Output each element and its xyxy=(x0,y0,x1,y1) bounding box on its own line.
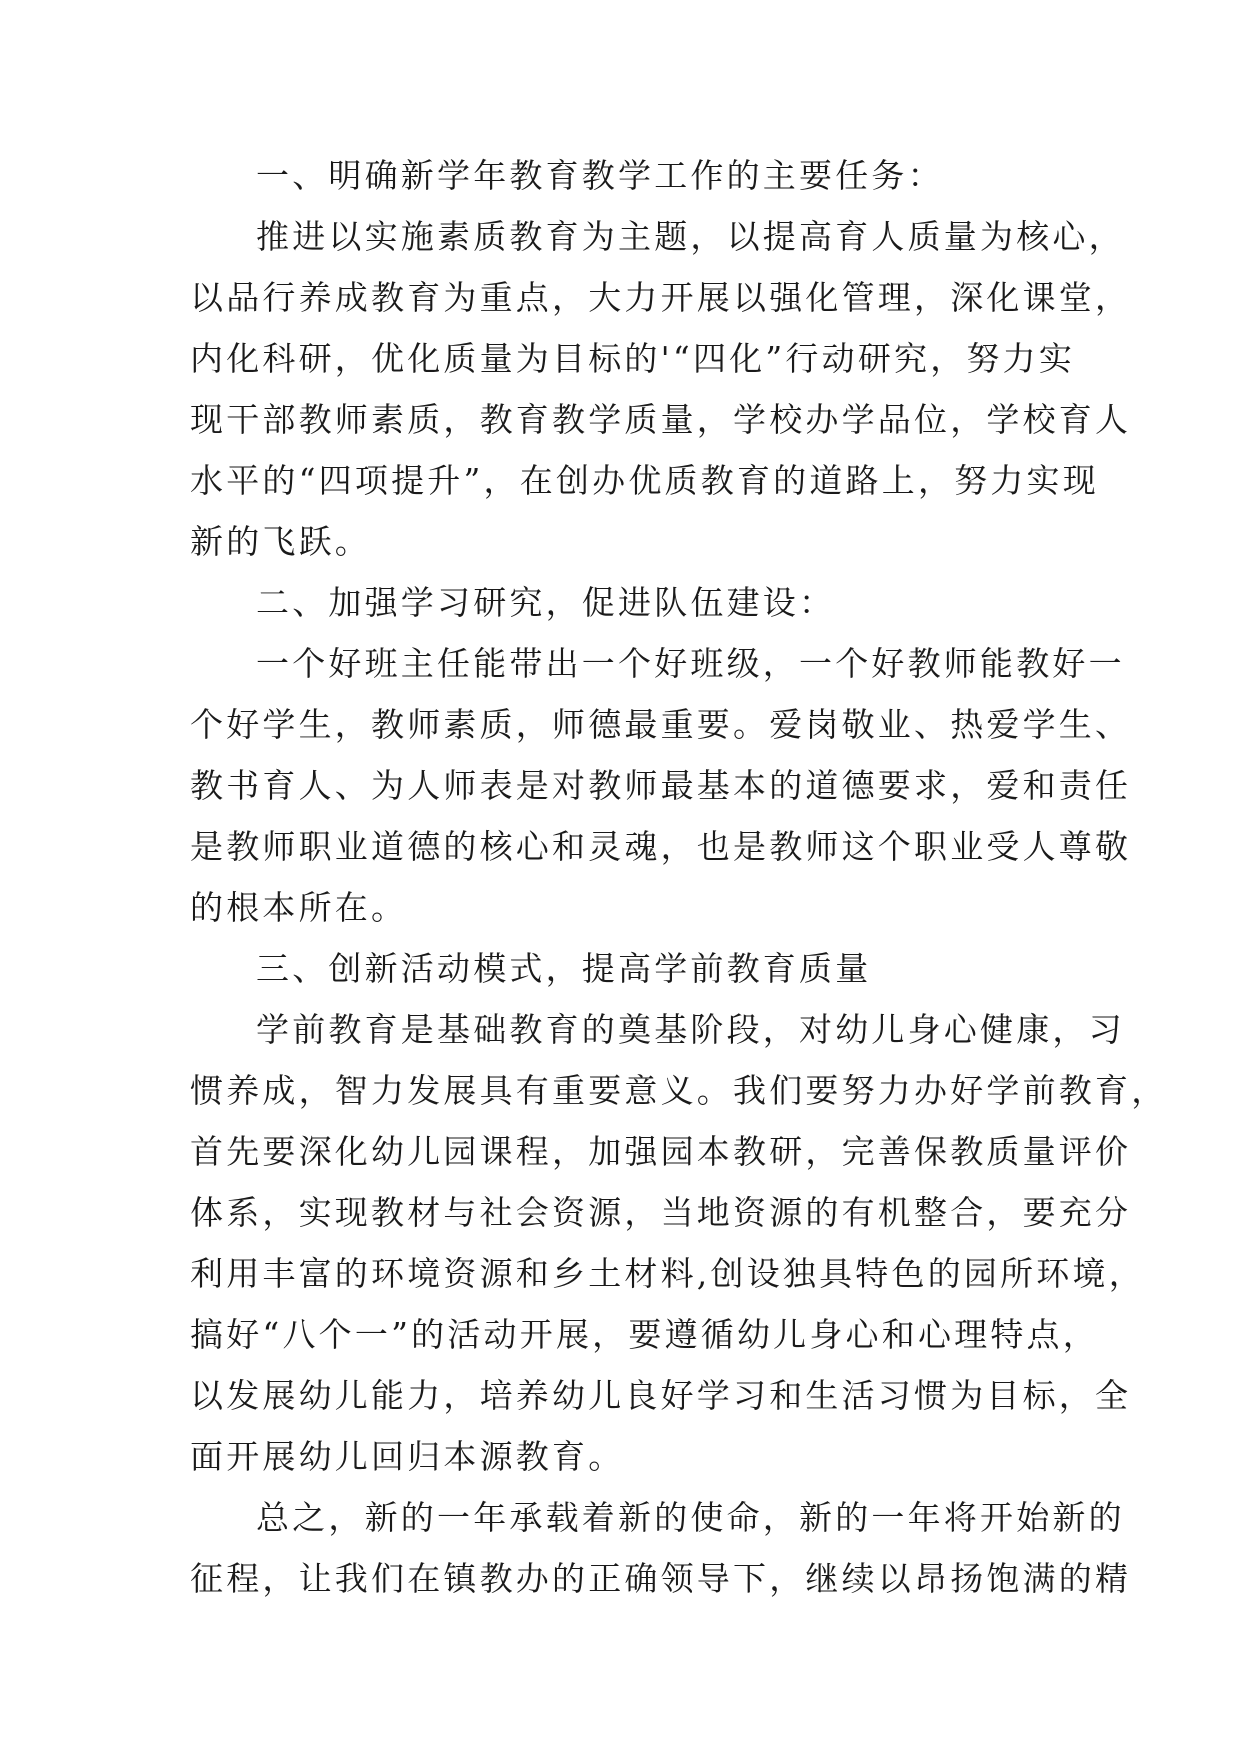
text-line: 三、创新活动模式，提高学前教育质量 xyxy=(256,949,872,988)
text-line: 内化科研，优化质量为目标的'“四化”行动研究，努力实 xyxy=(190,339,1076,378)
text-line: 新的飞跃。 xyxy=(190,522,371,561)
text-line: 的根本所在。 xyxy=(190,888,408,927)
text-line: 体系，实现教材与社会资源，当地资源的有机整合，要充分 xyxy=(190,1193,1132,1232)
text-line: 一个好班主任能带出一个好班级，一个好教师能教好一 xyxy=(256,644,1125,683)
text-line: 是教师职业道德的核心和灵魂，也是教师这个职业受人尊敬 xyxy=(190,827,1132,866)
text-line: 推进以实施素质教育为主题，以提高育人质量为核心， xyxy=(256,217,1125,256)
text-line: 以发展幼儿能力，培养幼儿良好学习和生活习惯为目标，全 xyxy=(190,1376,1132,1415)
document-body xyxy=(190,145,1168,1609)
text-line: 搞好“八个一”的活动开展，要遵循幼儿身心和心理特点， xyxy=(190,1315,1099,1354)
text-line: 以品行养成教育为重点，大力开展以强化管理，深化课堂， xyxy=(190,278,1132,317)
text-line: 首先要深化幼儿园课程，加强园本教研，完善保教质量评价 xyxy=(190,1132,1132,1171)
text-line: 个好学生，教师素质，师德最重要。爱岗敬业、热爱学生、 xyxy=(190,705,1132,744)
text-line: 利用丰富的环境资源和乡土材料,创设独具特色的园所环境， xyxy=(190,1254,1145,1293)
text-line: 水平的“四项提升”，在创办优质教育的道路上，努力实现 xyxy=(190,461,1099,500)
text-line: 学前教育是基础教育的奠基阶段，对幼儿身心健康，习 xyxy=(256,1010,1125,1049)
text-line: 一、明确新学年教育教学工作的主要任务： xyxy=(256,156,944,195)
text-line: 面开展幼儿回归本源教育。 xyxy=(190,1437,625,1476)
text-line: 教书育人、为人师表是对教师最基本的道德要求，爱和责任 xyxy=(190,766,1132,805)
text-line: 现干部教师素质，教育教学质量，学校办学品位，学校育人 xyxy=(190,400,1132,439)
text-line: 征程，让我们在镇教办的正确领导下，继续以昂扬饱满的精 xyxy=(190,1559,1132,1598)
text-line: 惯养成，智力发展具有重要意义。我们要努力办好学前教育， xyxy=(190,1071,1168,1110)
text-line: 二、加强学习研究，促进队伍建设： xyxy=(256,583,836,622)
text-line: 总之，新的一年承载着新的使命，新的一年将开始新的 xyxy=(256,1498,1125,1537)
